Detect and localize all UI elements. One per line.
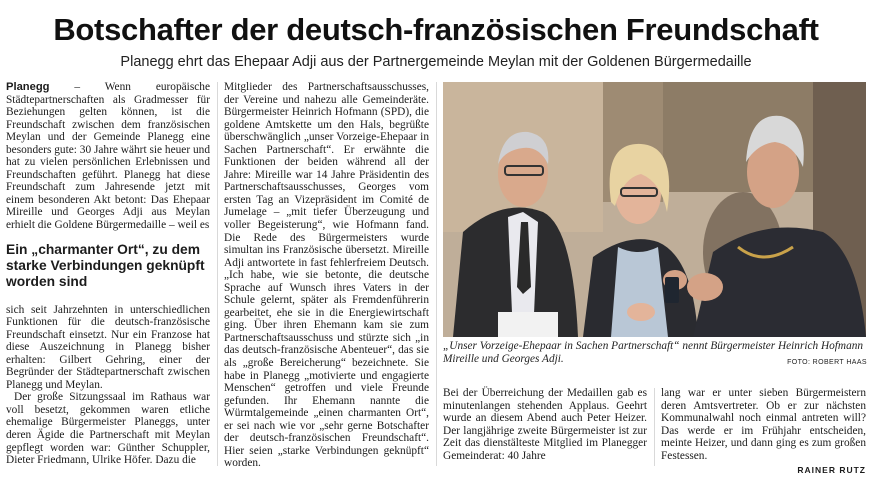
paragraph: Bei der Überreichung der Medaillen gab es minutenlangen stehenden Applaus. Geehrt wurde an diesem Abend auch Peter Heizer. Der langjährige zweite Bürgermeister ist zur Zeit das dienstälteste Mitglied im Planegger Gemeinderat: 40 Jahre	[443, 387, 647, 462]
column-4	[661, 387, 866, 477]
caption-text: „Unser Vorzeige-Ehepaar in Sachen Partnerschaft“ nennt Bürgermeister Heinrich Hofmann Mireille und Georges Adji.	[443, 340, 864, 365]
subheadline: Planegg ehrt das Ehepaar Adji aus der Partnergemeinde Meylan mit der Goldenen Bürgermedaille	[120, 54, 752, 70]
paragraph: Der große Sitzungssaal im Rathaus war voll besetzt, gekommen waren etliche ehemalige Bürgermeister Planeggs, unter deren Ägide die Partnerschaft mit Meylan gepflegt worden war: Günther Schuppler, Dieter Friedmann, Ulrike Höfer. Dazu die	[6, 391, 210, 467]
photo-caption	[443, 340, 867, 369]
column-divider	[436, 82, 437, 466]
paragraph-text: – Wenn europäische Städtepartnerschaften als Gradmesser für Beziehungen gelten können, ist die Freundschaft zwischen dem französischen Meylan und der Gemeinde Planegg eine besonders gute: 30 Jahre währt sie heuer und hat zu vielen persönlichen Erlebnissen und Freundschaften geführt. Planegg hat diese Freundschaft zum Jahresende jetzt mit einem besonderen Akt betont: Das Ehepaar Mireille und Georges Adji aus Meylan erhielt die Goldene Bürgermedaille – weil es	[6, 81, 210, 232]
article-photo	[443, 82, 866, 337]
author-byline: RAINER RUTZ	[797, 465, 866, 476]
dateline: Planegg	[6, 81, 50, 93]
paragraph: lang war er unter sieben Bürgermeistern deren Amtsvertreter. Ob er zur nächsten Kommunalwahl noch einmal antreten will? Das werde er im Frühjahr entscheiden, meinte Heizer, und dann ging es zum großen Festessen.	[661, 387, 866, 462]
headline: Botschafter der deutsch-französischen Freundschaft	[53, 12, 819, 47]
paragraph	[6, 81, 210, 232]
crosshead: Ein „charmanter Ort“, zu dem starke Verbindungen geknüpft worden sind	[6, 241, 205, 289]
paragraph: Mitglieder des Partnerschaftsausschusses, der Vereine und nahezu alle Gemeinderäte. Bürgermeister Heinrich Hofmann (SPD), die goldene Amtskette um den Hals, begrüßte überschwänglich „unser Vorzeige-Ehepaar in Sachen Partnerschaft“. Er erwähnte die Funktionen der beiden während all der Jahre: Mireille war 14 Jahre Präsidentin des Partnerschaftsausschusses, Georges vom ersten Tag an Vizepräsident im Comité de Jumelage – „mit tiefer Überzeugung und voller Begeisterung“, wie Hofmann fand. Die Rede des Bürgermeisters wurde simultan ins Französische übersetzt. Mireille Adji antwortete in fast fehlerfreiem Deutsch. „Ich habe, wie sie betonte, die deutsche Sprache auf Wunsch ihres Vaters in der Schule gelernt, später als Fremdenführerin gearbeitet, ehe sie in die Energiewirtschaft ging. Über ihren Ehemann kam sie zum Partnerschaftsausschuss und stürzte sich „in das deutsch-französische Abenteuer“, das sie als „große Bereicherung“ bezeichnete. Sie habe in Planegg „motivierte und engagierte Menschen“ getroffen und viele Freunde gefunden. Ihr Ehemann nannte die Würmtalgemeinde „einen charmanten Ort“, er sei nach wie vor „sehr gerne Botschafter der deutsch-französischen Freundschaft“. Hier seien „starke Verbindungen geknüpft“ worden.	[224, 81, 429, 470]
column-1	[6, 81, 210, 467]
column-divider	[217, 82, 218, 466]
photo-illustration	[443, 82, 866, 337]
photo-credit: FOTO: ROBERT HAAS	[787, 358, 867, 366]
paragraph: sich seit Jahrzehnten in unterschiedlichen Funktionen für die deutsch-französische Freundschaft einsetzt. Nur ein Franzose hat diese Auszeichnung in Planegg bisher erhalten: Gilbert Gehring, einer der Begründer der Städtepartnerschaft zwischen Planegg und Meylan.	[6, 303, 210, 391]
column-3	[443, 387, 647, 462]
column-divider	[654, 388, 655, 466]
column-2	[224, 81, 429, 470]
